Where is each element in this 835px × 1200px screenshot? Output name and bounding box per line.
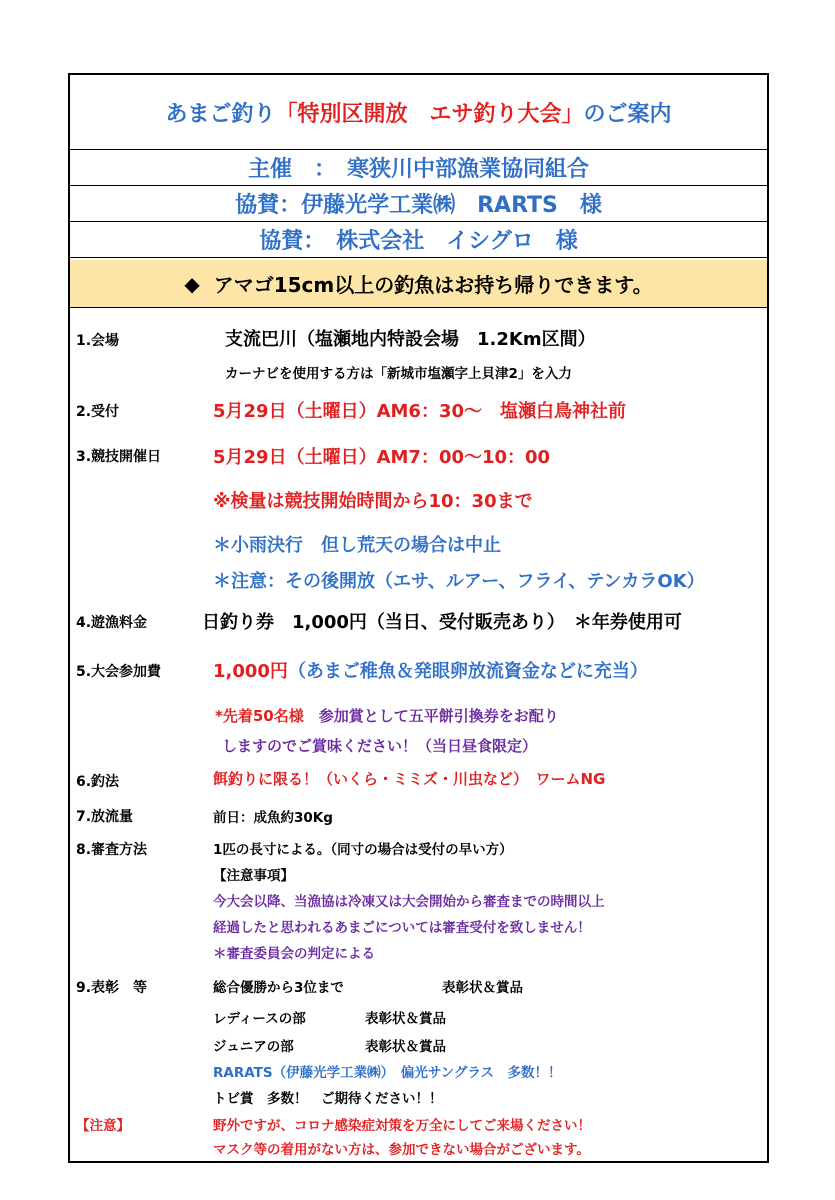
first-come-note — [215, 705, 559, 726]
sponsor-line-1: 協賛：伊藤光学工業㈱ RARTS 様 — [70, 186, 767, 222]
weigh-in-note: ※検量は競技開始時間から10：30まで — [213, 491, 533, 512]
judging-value: 1匹の長寸による。（同寸の場合は受付の早い方） — [213, 842, 513, 858]
judging-label: 8.審査方法 — [76, 842, 148, 858]
diamond-icon: ◆ — [184, 271, 200, 296]
entry-value — [213, 657, 648, 683]
venue-value: 支流巴川（塩瀬地内特設会場 1.2Km区間） — [225, 329, 596, 350]
special-prize: トビ賞 多数！ ご期待ください！！ — [213, 1091, 443, 1107]
fee-label: 4.遊漁料金 — [76, 615, 148, 631]
title-suffix: のご案内 — [583, 101, 672, 127]
reception-value: 5月29日（土曜日）AM6：30～ 塩瀬白鳥神社前 — [213, 401, 626, 422]
junior-award: ジュニアの部 — [213, 1039, 294, 1055]
ladies-award: レディースの部 — [213, 1011, 306, 1027]
fee-value: 日釣り券 1,000円（当日、受付販売あり） ＊年券使用可 — [202, 612, 682, 633]
flyer-frame — [68, 73, 769, 1163]
title-prefix: あまご釣り — [165, 101, 276, 127]
entry-fee-usage: （あまご稚魚＆発眼卵放流資金などに充当） — [287, 661, 648, 682]
junior-award-prize: 表彰状＆賞品 — [365, 1039, 446, 1055]
page-title — [70, 75, 767, 150]
judging-caution-2: 経過したと思われるあまごについては審査受付を致しません！ — [213, 920, 591, 936]
venue-label: 1.会場 — [76, 333, 120, 349]
release-value: 前日：成魚約30Kg — [213, 810, 333, 826]
venue-navi-note: カーナビを使用する方は「新城市塩瀬字上貝津2」を入力 — [225, 366, 572, 382]
covid-caution-1: 野外ですが、コロナ感染症対策を万全にしてご来場ください！ — [213, 1118, 591, 1134]
date-label: 3.競技開催日 — [76, 449, 162, 465]
judging-caution-1: 今大会以降、当漁協は冷凍又は大会開始から審査までの時間以上 — [213, 894, 605, 910]
open-after-note: ＊注意：その後開放（エサ、ルアー、フライ、テンカラOK） — [213, 571, 705, 592]
overall-award-prize: 表彰状＆賞品 — [442, 980, 523, 996]
covid-caution-2: マスク等の着用がない方は、参加できない場合がございます。 — [213, 1142, 590, 1158]
judging-caution-3: ＊審査委員会の判定による — [213, 946, 375, 962]
caution-heading: 【注意事項】 — [213, 868, 294, 884]
sponsor-line-2: 協賛： 株式会社 イシグロ 様 — [70, 222, 767, 258]
release-label: 7.放流量 — [76, 809, 134, 825]
first-come-count: *先着50名様 — [215, 707, 304, 725]
weather-note: ＊小雨決行 但し荒天の場合は中止 — [213, 535, 501, 556]
date-value: 5月29日（土曜日）AM7：00～10：00 — [213, 447, 551, 468]
entry-fee-amount: 1,000円 — [213, 661, 288, 682]
gift-note-1: 参加賞として五平餅引換券をお配り — [318, 707, 559, 725]
take-home-notice — [70, 260, 767, 308]
gift-note-2: しますのでご賞味ください！（当日昼食限定） — [222, 737, 538, 755]
organizer-line: 主催 ： 寒狭川中部漁業協同組合 — [70, 150, 767, 186]
ladies-award-prize: 表彰状＆賞品 — [365, 1011, 446, 1027]
title-event: 「特別区開放 エサ釣り大会」 — [275, 101, 584, 127]
method-value: 餌釣りに限る！（いくら・ミミズ・川虫など） ワームNG — [213, 770, 606, 788]
method-label: 6.釣法 — [76, 774, 120, 790]
take-home-notice-text: アマゴ15cm以上の釣魚はお持ち帰りできます。 — [213, 273, 653, 297]
reception-label: 2.受付 — [76, 404, 120, 420]
covid-caution-label: 【注意】 — [76, 1118, 130, 1134]
entry-label: 5.大会参加費 — [76, 664, 162, 680]
awards-label: 9.表彰 等 — [76, 980, 148, 996]
overall-award: 総合優勝から3位まで — [213, 980, 344, 996]
rarats-prize: RARATS（伊藤光学工業㈱） 偏光サングラス 多数！！ — [213, 1065, 562, 1081]
